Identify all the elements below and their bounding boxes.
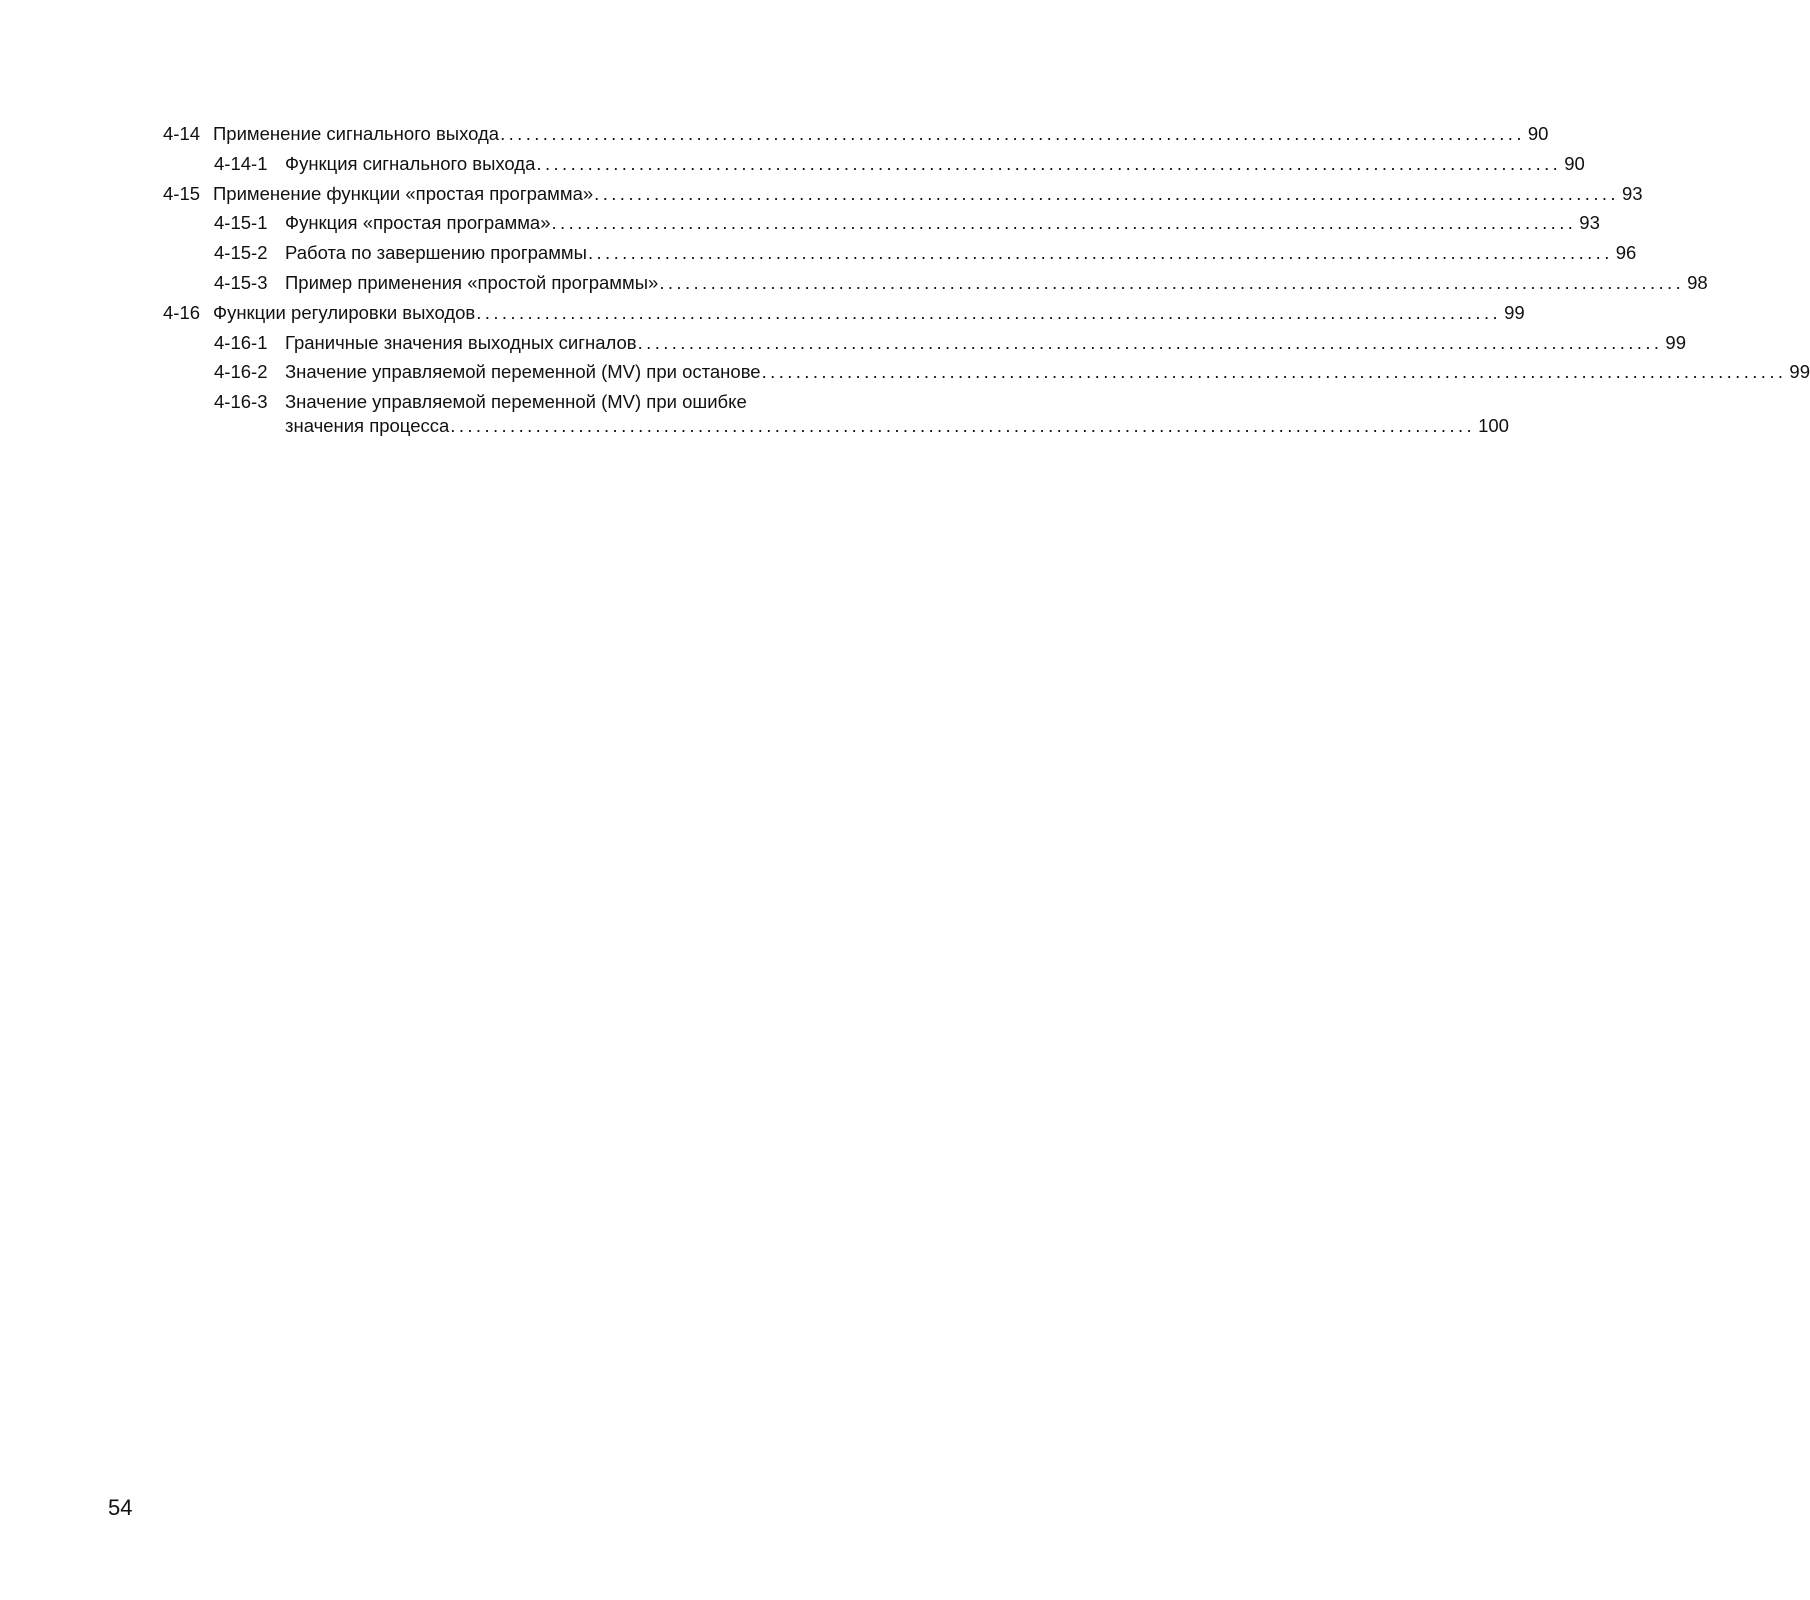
toc-dot-leader: ........................................................................................................................: [500, 123, 1525, 144]
toc-entry-number: 4-16-2: [214, 361, 268, 383]
toc-entry-4-14[interactable]: [163, 119, 1549, 149]
toc-entry-4-15-1[interactable]: [163, 208, 1600, 238]
toc-entry-page: 90: [1564, 152, 1585, 174]
toc-entry-title: Значение управляемой переменной (MV) при останове: [285, 361, 761, 383]
toc-entry-title: Функции регулировки выходов: [213, 301, 476, 323]
toc-entry-page: 98: [1687, 271, 1708, 293]
toc-entry-number: 4-15: [163, 182, 201, 204]
toc-dot-leader: ........................................................................................................................: [761, 361, 1787, 383]
toc-entry-page: 99: [1789, 361, 1810, 383]
toc-dot-leader: ........................................................................................................................: [450, 415, 1476, 437]
toc-entry-title: Значение управляемой переменной (MV) при ошибке: [285, 391, 747, 413]
toc-entry-title: Функция сигнального выхода: [285, 152, 536, 174]
toc-entry-number: 4-16-3: [214, 391, 268, 413]
toc-entry-title: Применение сигнального выхода: [213, 123, 500, 144]
toc-entry-title: Работа по завершению программы: [285, 242, 587, 264]
toc-entry-number: 4-16-1: [214, 331, 268, 353]
toc-entry-4-16-3-continued[interactable]: [163, 414, 1509, 438]
toc-entry-page: 100: [1478, 415, 1509, 437]
page-number: 54: [108, 1495, 133, 1520]
toc-entry-4-15-2[interactable]: [163, 238, 1637, 268]
toc-entry-4-15[interactable]: [163, 179, 1643, 209]
toc-dot-leader: ........................................................................................................................: [551, 212, 1577, 234]
toc-entry-4-16[interactable]: [163, 298, 1525, 328]
toc-entry-title-continued: значения процесса: [285, 415, 450, 437]
toc-entry-4-16-1[interactable]: [163, 328, 1686, 358]
toc-entry-page: 90: [1527, 123, 1549, 144]
toc-entry-page: 96: [1615, 242, 1637, 264]
toc-entry-4-14-1[interactable]: [163, 149, 1585, 179]
toc-entry-number: 4-15-1: [214, 212, 268, 234]
toc-dot-leader: ........................................................................................................................: [476, 301, 1502, 323]
toc-entry-page: 93: [1621, 182, 1643, 204]
toc-entry-page: 99: [1665, 331, 1686, 353]
toc-entry-number: 4-15-3: [214, 271, 268, 293]
toc-entry-page: 99: [1504, 301, 1525, 323]
toc-dot-leader: ........................................................................................................................: [536, 152, 1562, 174]
toc-entry-page: 93: [1579, 212, 1600, 234]
toc-rows: [163, 119, 1810, 387]
toc-dot-leader: ........................................................................................................................: [659, 271, 1685, 293]
table-of-contents: [163, 119, 1810, 438]
toc-entry-number: 4-14: [163, 123, 201, 144]
toc-entry-4-16-3[interactable]: [163, 390, 898, 414]
toc-dot-leader: ........................................................................................................................: [594, 182, 1619, 204]
toc-entry-title: Граничные значения выходных сигналов: [285, 331, 637, 353]
toc-entry-number: 4-16: [163, 301, 201, 323]
toc-entry-number: 4-14-1: [214, 152, 268, 174]
toc-dot-leader: ........................................................................................................................: [637, 331, 1663, 353]
toc-entry-4-16-2[interactable]: [163, 357, 1810, 387]
toc-entry-title: Пример применения «простой программы»: [285, 271, 659, 293]
toc-dot-leader: ........................................................................................................................: [587, 242, 1613, 264]
toc-entry-title: Применение функции «простая программа»: [213, 182, 594, 204]
toc-entry-number: 4-15-2: [214, 242, 268, 264]
toc-entry-title: Функция «простая программа»: [285, 212, 551, 234]
toc-entry-4-15-3[interactable]: [163, 268, 1708, 298]
